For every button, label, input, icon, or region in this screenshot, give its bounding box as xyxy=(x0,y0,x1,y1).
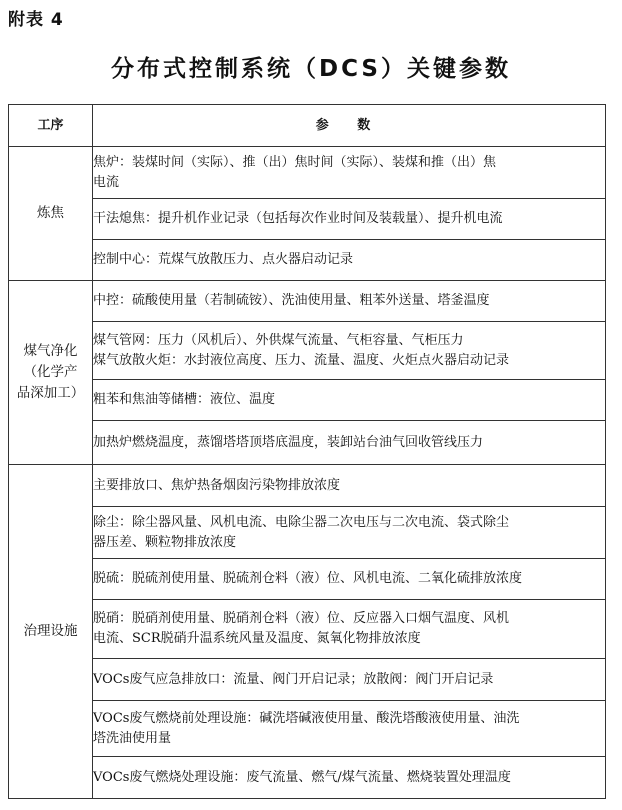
dcs-parameter-table xyxy=(8,104,606,799)
param-cell xyxy=(93,281,606,322)
table-row xyxy=(9,380,606,421)
param-line: 电流 xyxy=(93,174,120,190)
table-row xyxy=(9,659,606,701)
param-cell xyxy=(93,600,606,659)
param-line: 除尘：除尘器风量、风机电流、电除尘器二次电压与二次电流、袋式除尘 xyxy=(93,514,510,530)
param-line: VOCs废气应急排放口：流量、阀门开启记录；放散阀：阀门开启记录 xyxy=(93,671,494,687)
header-params: 参 数 xyxy=(93,105,606,147)
param-cell xyxy=(93,465,606,507)
param-line: 器压差、颗粒物排放浓度 xyxy=(93,534,237,550)
param-line: 干法熄焦：提升机作业记录（包括每次作业时间及装载量）、提升机电流 xyxy=(93,211,503,226)
process-line: 煤气净化 xyxy=(23,343,78,359)
param-cell xyxy=(93,559,606,600)
table-row xyxy=(9,701,606,757)
table-row xyxy=(9,322,606,380)
param-cell xyxy=(93,701,606,757)
table-header-row xyxy=(9,105,606,147)
param-line: VOCs废气燃烧处理设施：废气流量、燃气/煤气流量、燃烧装置处理温度 xyxy=(93,769,511,785)
param-cell xyxy=(93,240,606,281)
process-cell-gas-purification xyxy=(9,281,93,465)
param-cell xyxy=(93,147,606,199)
table-row xyxy=(9,757,606,799)
document-title: 分布式控制系统（DCS）关键参数 xyxy=(111,56,511,82)
param-cell xyxy=(93,322,606,380)
param-line: 粗苯和焦油等储槽：液位、温度 xyxy=(93,392,276,407)
param-cell xyxy=(93,199,606,240)
process-cell-coking: 炼焦 xyxy=(9,147,93,281)
table-row xyxy=(9,507,606,559)
table-row xyxy=(9,281,606,322)
param-line: 煤气放散火炬：水封液位高度、压力、流量、温度、火炬点火器启动记录 xyxy=(93,352,510,368)
process-line: 品深加工） xyxy=(16,385,85,401)
param-line: VOCs废气燃烧前处理设施：碱洗塔碱液使用量、酸洗塔酸液使用量、油洗 xyxy=(93,710,520,726)
table-row xyxy=(9,465,606,507)
param-cell xyxy=(93,380,606,421)
param-line: 加热炉燃烧温度，蒸馏塔塔顶塔底温度，装卸站台油气回收管线压力 xyxy=(93,434,484,450)
table-row xyxy=(9,559,606,600)
process-line: （化学产 xyxy=(23,364,78,380)
param-line: 脱硝：脱硝剂使用量、脱硝剂仓料（液）位、反应器入口烟气温度、风机 xyxy=(93,611,510,626)
param-line: 塔洗油使用量 xyxy=(93,730,172,746)
param-line: 煤气管网：压力（风机后）、外供煤气流量、气柜容量、气柜压力 xyxy=(93,332,464,348)
param-line: 中控：硫酸使用量（若制硫铵）、洗油使用量、粗苯外送量、塔釜温度 xyxy=(93,293,490,308)
param-line: 脱硫：脱硫剂使用量、脱硫剂仓料（液）位、风机电流、二氧化硫排放浓度 xyxy=(93,571,523,586)
table-row xyxy=(9,421,606,465)
table-row xyxy=(9,199,606,240)
appendix-label: 附表 4 xyxy=(8,10,64,30)
param-cell xyxy=(93,421,606,465)
param-cell xyxy=(93,757,606,799)
param-line: 电流、SCR脱硝升温系统风量及温度、氮氧化物排放浓度 xyxy=(93,631,421,646)
header-process: 工序 xyxy=(9,105,93,147)
param-cell xyxy=(93,659,606,701)
param-line: 控制中心：荒煤气放散压力、点火器启动记录 xyxy=(93,252,354,267)
param-line: 主要排放口、焦炉热备烟囱污染物排放浓度 xyxy=(93,477,341,493)
param-cell xyxy=(93,507,606,559)
table-row xyxy=(9,240,606,281)
param-line: 焦炉：装煤时间（实际）、推（出）焦时间（实际）、装煤和推（出）焦 xyxy=(93,154,497,170)
process-cell-treatment-facilities: 治理设施 xyxy=(9,465,93,799)
table-row xyxy=(9,600,606,659)
table-row xyxy=(9,147,606,199)
